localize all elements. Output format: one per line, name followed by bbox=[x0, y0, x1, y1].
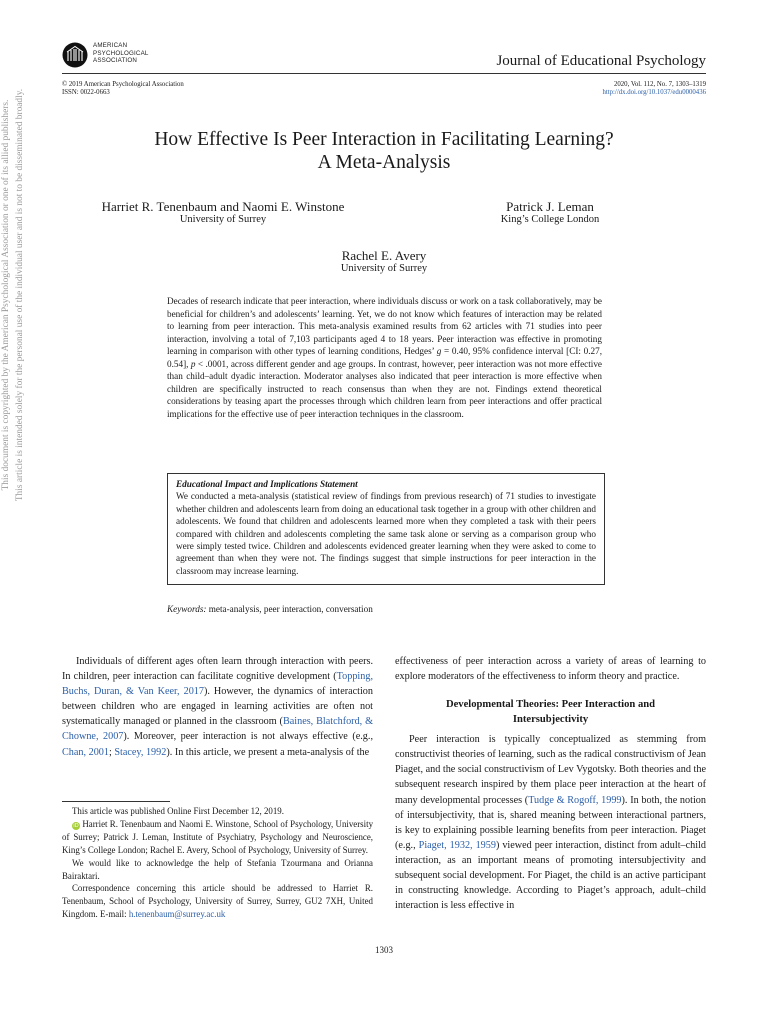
issn-line: ISSN: 0022-0663 bbox=[62, 89, 110, 97]
author-affiliation: King’s College London bbox=[500, 214, 600, 225]
copyright-line: © 2019 American Psychological Association bbox=[62, 81, 184, 88]
email-link[interactable]: h.tenenbaum@surrey.ac.uk bbox=[128, 909, 226, 920]
footnote-rule bbox=[62, 801, 170, 802]
org-line-2: PSYCHOLOGICAL bbox=[93, 49, 149, 57]
keywords bbox=[167, 604, 373, 614]
author-group-1 bbox=[62, 200, 384, 226]
side-notice-line2: This article is intended solely for the personal use of the individual user and is not to be disseminated broadly. bbox=[14, 88, 25, 502]
footnote-affiliation-text: Harriet R. Tenenbaum and Naomi E. Winstone, School of Psychology, University of Surrey; Patrick J. Leman, Institute of Psychiatry, Psychology and Neuroscience, King’s College London; Rachel E. Avery, School of Psychology, University of Surrey. bbox=[62, 818, 374, 855]
keywords-label: Keywords: bbox=[167, 604, 207, 614]
keywords-text: meta-analysis, peer interaction, conversation bbox=[208, 604, 373, 614]
body-text: ) viewed peer interaction, distinct from adult–child interaction, as an important means of promoting intersubjectivity and subsequent social development. For Piaget, the child is an active participant in constructing knowledge. According to Piaget’s approach, adult–child interaction is less effective in bbox=[395, 839, 706, 912]
citation-info bbox=[602, 81, 706, 98]
citation-line: 2020, Vol. 112, No. 7, 1303–1319 bbox=[613, 81, 706, 88]
journal-name: Journal of Educational Psychology bbox=[496, 53, 706, 69]
impact-statement-box bbox=[167, 473, 605, 585]
section-heading-line1: Developmental Theories: Peer Interaction and bbox=[445, 699, 656, 711]
title-line-1: How Effective Is Peer Interaction in Facilitating Learning? bbox=[154, 129, 614, 150]
author-group-3 bbox=[284, 249, 484, 275]
intro-paragraph bbox=[62, 654, 373, 760]
impact-text: We conducted a meta-analysis (statistical review of findings from previous research) of 71 studies to investigate whether children and adolescents learn from doing an educational task together in a group with other children and adolescents. We found that children and adolescents learned more when they completed a task with their peers compared with children and adolescents completing the same task alone or serving as a comparison group who were simply tested twice. Children and adolescents evidenced greater learning when they were asked to come to agreement than when they were not. The findings suggest that simple instructions for peer interaction in the classroom may increase learning. bbox=[176, 491, 596, 576]
section-heading-line2: Intersubjectivity bbox=[512, 713, 589, 725]
author-name: Patrick J. Leman bbox=[506, 199, 594, 214]
body-text: ). Moreover, peer interaction is not always effective (e.g., bbox=[123, 731, 373, 743]
impact-heading: Educational Impact and Implications Statement bbox=[176, 479, 358, 489]
copyright-side-notice bbox=[0, 60, 27, 530]
orcid-icon[interactable]: iD bbox=[73, 822, 79, 829]
body-left-column bbox=[62, 654, 373, 760]
continued-paragraph: effectiveness of peer interaction across a variety of areas of learning to explore moderators of the effectiveness to inform theory and practice. bbox=[395, 656, 706, 683]
footnote-affiliations bbox=[62, 818, 373, 857]
org-line-1: AMERICAN bbox=[93, 42, 128, 49]
org-line-3: ASSOCIATION bbox=[93, 57, 138, 65]
abstract-text: < .0001, across different gender and age groups. In contrast, however, peer interaction was not more effective than child–adult dyadic interaction. Moderator analyses also indicated that peer interaction is more effective when children are specifically instructed to reach consensus than when they are not. Findings extend theoretical considerations by teasing apart the processes through which children learn from peer interactions and offer practical implications for the effective use of peer interaction techniques in the classroom. bbox=[167, 358, 602, 419]
footnote-acknowledgment: We would like to acknowledge the help of Stefania Tzourmana and Orianna Bairaktari. bbox=[62, 857, 373, 881]
author-group-2 bbox=[470, 200, 630, 226]
author-name: Harriet R. Tenenbaum and Naomi E. Winstone bbox=[101, 199, 345, 214]
section-heading bbox=[395, 698, 706, 727]
article-title bbox=[62, 128, 706, 174]
citation-link[interactable]: Piaget, 1932, 1959 bbox=[418, 839, 496, 851]
copyright-info bbox=[62, 81, 184, 98]
doi-link[interactable]: http://dx.doi.org/10.1037/edu0000436 bbox=[602, 89, 706, 97]
abstract-stat-p: p bbox=[190, 358, 196, 369]
header-rule bbox=[62, 73, 706, 74]
side-notice-line1: This document is copyrighted by the American Psychological Association or one of its allied publishers. bbox=[1, 99, 11, 491]
correspondence-text: Correspondence concerning this article should be addressed to Harriet R. Tenenbaum, School of Psychology, University of Surrey, Surrey, GU2 7XH, United Kingdom. E-mail: bbox=[62, 883, 373, 920]
body-text: ). In both, the notion of intersubjectivity, that is, shared meaning between interactional partners, is key to explaining possible learning benefits from peer interaction. Piaget (e.g., bbox=[395, 794, 706, 851]
footnote-correspondence bbox=[62, 882, 373, 921]
page-number: 1303 bbox=[375, 945, 393, 955]
footnote-published: This article was published Online First December 12, 2019. bbox=[72, 806, 284, 816]
title-line-2: A Meta-Analysis bbox=[317, 152, 451, 173]
publisher-name bbox=[93, 42, 149, 65]
abstract bbox=[167, 295, 602, 420]
apa-logo-icon bbox=[62, 42, 88, 68]
abstract-text: Decades of research indicate that peer interaction, where individuals discuss or work on a task collaboratively, may be beneficial for children’s and adolescents’ learning. Yet, we do not know which features of interaction may be related to learning from peer interaction. This meta-analysis examined results from 62 articles with 71 studies into peer interaction, involving a total of 7,103 participants aged 4 to 18 years. Peer interaction was effective in promoting learning in comparison with other types of learning conditions, Hedges’ bbox=[167, 296, 602, 357]
author-affiliation: University of Surrey bbox=[179, 214, 267, 225]
body-text: ). In this article, we present a meta-analysis of the bbox=[166, 746, 370, 758]
body-right-column bbox=[395, 654, 706, 913]
citation-link[interactable]: Topping, Buchs, Duran, & Van Keer, 2017 bbox=[62, 671, 373, 698]
author-affiliation: University of Surrey bbox=[340, 263, 428, 274]
footnotes bbox=[62, 805, 373, 921]
theory-paragraph bbox=[395, 732, 706, 913]
citation-link[interactable]: Chan, 2001 bbox=[62, 746, 109, 758]
citation-link[interactable]: Stacey, 1992 bbox=[114, 746, 167, 758]
citation-link[interactable]: Baines, Blatchford, & Chowne, 2007 bbox=[62, 716, 374, 743]
body-text: Individuals of different ages often learn through interaction with peers. In children, peer interaction can facilitate cognitive development ( bbox=[62, 656, 373, 683]
author-name: Rachel E. Avery bbox=[341, 248, 427, 263]
body-text: Peer interaction is typically conceptualized as stemming from constructivist theories of learning, such as the radical constructivism of Jean Piaget, and the social constructivism of Lev Vygotsky. Both theories and the subsequent research inspired by them place peer interaction at the heart of many developmental processes ( bbox=[395, 734, 706, 806]
citation-link[interactable]: Tudge & Rogoff, 1999 bbox=[528, 794, 622, 806]
body-text: ). However, the dynamics of interaction between children who are engaged in learning activities are often not systematically managed or planned in the classroom ( bbox=[62, 686, 373, 728]
abstract-stat-g: g bbox=[436, 346, 442, 357]
abstract-text: = 0.40, 95% confidence interval [CI: 0.27, 0.54], bbox=[167, 346, 602, 369]
body-text: ; bbox=[108, 746, 115, 758]
